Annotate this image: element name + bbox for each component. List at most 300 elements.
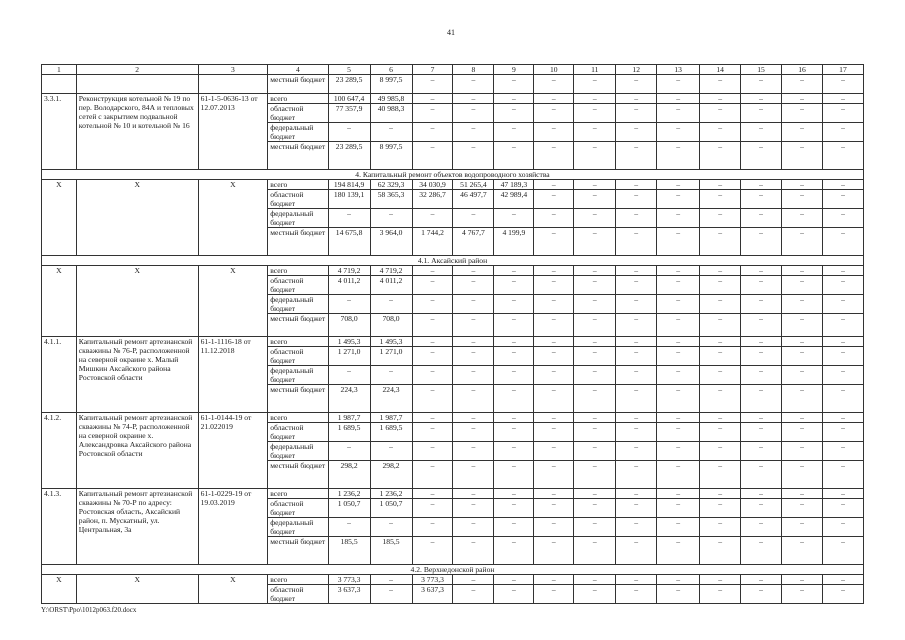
dash-cell: – <box>412 366 453 385</box>
dash-cell: – <box>782 228 823 256</box>
value-cell: 3 773,3 <box>328 575 370 585</box>
dash-cell: – <box>700 190 741 209</box>
value-cell: 708,0 <box>370 314 412 337</box>
dash-cell: – <box>822 423 863 442</box>
empty-cell <box>76 75 198 94</box>
value-cell: 4 767,7 <box>453 228 494 256</box>
value-cell: – <box>370 209 412 228</box>
value-cell: – <box>412 209 453 228</box>
column-header: 1 <box>42 65 77 75</box>
dash-cell: – <box>700 314 741 337</box>
dash-cell: – <box>534 180 574 190</box>
column-header: 14 <box>700 65 741 75</box>
value-cell: 1 689,5 <box>370 423 412 442</box>
dash-cell: – <box>574 209 616 228</box>
dash-cell: – <box>616 209 657 228</box>
dash-cell: – <box>453 499 494 518</box>
dash-cell: – <box>574 190 616 209</box>
dash-cell: – <box>534 585 574 604</box>
dash-cell: – <box>700 123 741 142</box>
value-cell: 100 647,4 <box>328 94 370 104</box>
value-cell: 194 814,9 <box>328 180 370 190</box>
dash-cell: – <box>494 347 534 366</box>
value-cell: – <box>370 585 412 604</box>
dash-cell: – <box>574 104 616 123</box>
dash-cell: – <box>822 123 863 142</box>
dash-cell: – <box>494 94 534 104</box>
value-cell: 3 637,3 <box>412 585 453 604</box>
dash-cell: – <box>822 366 863 385</box>
dash-cell: – <box>700 266 741 276</box>
dash-cell: – <box>453 423 494 442</box>
dash-cell: – <box>822 337 863 347</box>
value-cell: 1 050,7 <box>328 499 370 518</box>
section-row <box>42 256 864 266</box>
dash-cell: – <box>412 489 453 499</box>
dash-cell: – <box>741 104 782 123</box>
dash-cell: – <box>782 266 823 276</box>
dash-cell: – <box>741 537 782 565</box>
value-cell: 3 964,0 <box>370 228 412 256</box>
funding-row <box>42 266 864 276</box>
dash-cell: – <box>616 537 657 565</box>
funding-row <box>42 75 864 94</box>
value-cell: 1 987,7 <box>370 413 412 423</box>
dash-cell: – <box>822 276 863 295</box>
row-number: 4.1.2. <box>42 413 77 489</box>
dash-cell: – <box>782 75 823 94</box>
dash-cell: – <box>616 499 657 518</box>
dash-cell: – <box>700 366 741 385</box>
value-cell: 298,2 <box>328 461 370 489</box>
dash-cell: – <box>412 442 453 461</box>
dash-cell: – <box>657 499 700 518</box>
x-cell: X <box>198 180 268 256</box>
dash-cell: – <box>782 442 823 461</box>
dash-cell: – <box>657 461 700 489</box>
value-cell: 185,5 <box>328 537 370 565</box>
dash-cell: – <box>657 228 700 256</box>
dash-cell: – <box>657 75 700 94</box>
dash-cell: – <box>453 385 494 413</box>
dash-cell: – <box>453 314 494 337</box>
dash-cell: – <box>700 94 741 104</box>
dash-cell: – <box>700 423 741 442</box>
column-header: 5 <box>328 65 370 75</box>
value-cell: 180 139,1 <box>328 190 370 209</box>
dash-cell: – <box>700 104 741 123</box>
dash-cell: – <box>494 75 534 94</box>
header-row <box>42 65 864 75</box>
value-cell: – <box>494 209 534 228</box>
dash-cell: – <box>657 209 700 228</box>
dash-cell: – <box>453 266 494 276</box>
section-title: 4.2. Верхнедонской район <box>42 565 864 575</box>
dash-cell: – <box>657 94 700 104</box>
dash-cell: – <box>534 142 574 170</box>
dash-cell: – <box>741 180 782 190</box>
section-title: 4.1. Аксайский район <box>42 256 864 266</box>
value-cell: 4 011,2 <box>328 276 370 295</box>
dash-cell: – <box>494 337 534 347</box>
dash-cell: – <box>412 385 453 413</box>
dash-cell: – <box>782 142 823 170</box>
value-cell: 42 989,4 <box>494 190 534 209</box>
dash-cell: – <box>822 499 863 518</box>
value-cell: 3 637,3 <box>328 585 370 604</box>
dash-cell: – <box>453 104 494 123</box>
dash-cell: – <box>782 94 823 104</box>
dash-cell: – <box>412 104 453 123</box>
funding-source-cell: местный бюджет <box>268 537 328 565</box>
dash-cell: – <box>616 347 657 366</box>
dash-cell: – <box>453 442 494 461</box>
dash-cell: – <box>574 295 616 314</box>
x-cell: X <box>198 575 268 604</box>
dash-cell: – <box>741 499 782 518</box>
dash-cell: – <box>616 575 657 585</box>
value-cell: – <box>328 209 370 228</box>
column-header: 11 <box>574 65 616 75</box>
dash-cell: – <box>494 423 534 442</box>
dash-cell: – <box>782 385 823 413</box>
dash-cell: – <box>453 413 494 423</box>
funding-source-cell: местный бюджет <box>268 461 328 489</box>
dash-cell: – <box>741 228 782 256</box>
dash-cell: – <box>574 366 616 385</box>
dash-cell: – <box>574 537 616 565</box>
section-row <box>42 565 864 575</box>
dash-cell: – <box>657 142 700 170</box>
dash-cell: – <box>453 347 494 366</box>
value-cell: 8 997,5 <box>370 142 412 170</box>
dash-cell: – <box>574 413 616 423</box>
dash-cell: – <box>574 385 616 413</box>
dash-cell: – <box>412 347 453 366</box>
dash-cell: – <box>574 266 616 276</box>
dash-cell: – <box>741 190 782 209</box>
dash-cell: – <box>534 489 574 499</box>
dash-cell: – <box>700 413 741 423</box>
dash-cell: – <box>453 337 494 347</box>
dash-cell: – <box>616 94 657 104</box>
column-header: 13 <box>657 65 700 75</box>
value-cell: – <box>453 209 494 228</box>
permit-code: 61-1-1116-18 от 11.12.2018 <box>198 337 268 413</box>
dash-cell: – <box>741 489 782 499</box>
dash-cell: – <box>534 537 574 565</box>
funding-source-cell: местный бюджет <box>268 75 328 94</box>
dash-cell: – <box>574 461 616 489</box>
dash-cell: – <box>657 276 700 295</box>
dash-cell: – <box>534 413 574 423</box>
dash-cell: – <box>822 442 863 461</box>
dash-cell: – <box>534 314 574 337</box>
dash-cell: – <box>574 499 616 518</box>
dash-cell: – <box>534 209 574 228</box>
permit-code: 61-1-5-0636-13 от 12.07.2013 <box>198 94 268 170</box>
dash-cell: – <box>412 123 453 142</box>
dash-cell: – <box>534 266 574 276</box>
dash-cell: – <box>574 575 616 585</box>
dash-cell: – <box>741 461 782 489</box>
x-cell: X <box>76 575 198 604</box>
dash-cell: – <box>822 266 863 276</box>
dash-cell: – <box>534 423 574 442</box>
dash-cell: – <box>782 499 823 518</box>
column-header: 10 <box>534 65 574 75</box>
dash-cell: – <box>741 295 782 314</box>
dash-cell: – <box>782 366 823 385</box>
dash-cell: – <box>782 489 823 499</box>
dash-cell: – <box>822 314 863 337</box>
column-header: 7 <box>412 65 453 75</box>
dash-cell: – <box>574 489 616 499</box>
dash-cell: – <box>657 575 700 585</box>
funding-source-cell: областной бюджет <box>268 585 328 604</box>
dash-cell: – <box>494 366 534 385</box>
dash-cell: – <box>700 180 741 190</box>
dash-cell: – <box>494 385 534 413</box>
dash-cell: – <box>700 228 741 256</box>
dash-cell: – <box>822 585 863 604</box>
value-cell: 1 236,2 <box>370 489 412 499</box>
dash-cell: – <box>657 537 700 565</box>
investment-table <box>41 64 864 604</box>
value-cell: – <box>370 575 412 585</box>
dash-cell: – <box>494 123 534 142</box>
funding-source-cell: федеральный бюджет <box>268 518 328 537</box>
empty-cell <box>198 75 268 94</box>
funding-row <box>42 413 864 423</box>
dash-cell: – <box>534 295 574 314</box>
funding-source-cell: местный бюджет <box>268 314 328 337</box>
dash-cell: – <box>534 366 574 385</box>
row-number: 3.3.1. <box>42 94 77 170</box>
value-cell: 185,5 <box>370 537 412 565</box>
dash-cell: – <box>822 347 863 366</box>
dash-cell: – <box>616 461 657 489</box>
funding-source-cell: федеральный бюджет <box>268 442 328 461</box>
dash-cell: – <box>574 423 616 442</box>
dash-cell: – <box>494 537 534 565</box>
dash-cell: – <box>453 461 494 489</box>
dash-cell: – <box>657 423 700 442</box>
funding-source-cell: областной бюджет <box>268 190 328 209</box>
dash-cell: – <box>616 337 657 347</box>
value-cell: – <box>328 518 370 537</box>
dash-cell: – <box>741 347 782 366</box>
dash-cell: – <box>412 266 453 276</box>
dash-cell: – <box>822 489 863 499</box>
dash-cell: – <box>534 104 574 123</box>
x-cell: X <box>76 180 198 256</box>
value-cell: 4 011,2 <box>370 276 412 295</box>
dash-cell: – <box>700 142 741 170</box>
dash-cell: – <box>534 190 574 209</box>
dash-cell: – <box>616 75 657 94</box>
dash-cell: – <box>782 104 823 123</box>
dash-cell: – <box>494 575 534 585</box>
dash-cell: – <box>782 276 823 295</box>
dash-cell: – <box>657 314 700 337</box>
dash-cell: – <box>700 347 741 366</box>
dash-cell: – <box>657 266 700 276</box>
dash-cell: – <box>657 442 700 461</box>
value-cell: 40 988,3 <box>370 104 412 123</box>
dash-cell: – <box>700 385 741 413</box>
value-cell: 708,0 <box>328 314 370 337</box>
dash-cell: – <box>534 575 574 585</box>
column-header: 4 <box>268 65 328 75</box>
funding-source-cell: всего <box>268 413 328 423</box>
dash-cell: – <box>412 413 453 423</box>
dash-cell: – <box>412 75 453 94</box>
dash-cell: – <box>741 123 782 142</box>
dash-cell: – <box>822 104 863 123</box>
dash-cell: – <box>822 385 863 413</box>
funding-source-cell: федеральный бюджет <box>268 366 328 385</box>
funding-source-cell: местный бюджет <box>268 142 328 170</box>
value-cell: 1 495,3 <box>328 337 370 347</box>
dash-cell: – <box>453 575 494 585</box>
x-cell: X <box>42 266 77 337</box>
dash-cell: – <box>782 180 823 190</box>
dash-cell: – <box>700 276 741 295</box>
value-cell: – <box>328 123 370 142</box>
funding-source-cell: федеральный бюджет <box>268 295 328 314</box>
dash-cell: – <box>616 366 657 385</box>
dash-cell: – <box>494 461 534 489</box>
dash-cell: – <box>534 518 574 537</box>
value-cell: 1 987,7 <box>328 413 370 423</box>
value-cell: – <box>328 295 370 314</box>
dash-cell: – <box>453 489 494 499</box>
x-cell: X <box>42 180 77 256</box>
dash-cell: – <box>453 94 494 104</box>
value-cell: 47 189,3 <box>494 180 534 190</box>
funding-source-cell: всего <box>268 337 328 347</box>
dash-cell: – <box>782 209 823 228</box>
dash-cell: – <box>494 314 534 337</box>
dash-cell: – <box>657 413 700 423</box>
dash-cell: – <box>657 347 700 366</box>
funding-source-cell: местный бюджет <box>268 228 328 256</box>
value-cell: 1 744,2 <box>412 228 453 256</box>
value-cell: 3 773,3 <box>412 575 453 585</box>
dash-cell: – <box>534 442 574 461</box>
funding-source-cell: всего <box>268 266 328 276</box>
funding-source-cell: областной бюджет <box>268 276 328 295</box>
column-header: 15 <box>741 65 782 75</box>
dash-cell: – <box>616 266 657 276</box>
column-header: 3 <box>198 65 268 75</box>
dash-cell: – <box>534 499 574 518</box>
project-name: Капитальный ремонт артезианской скважины № 76-Р, расположенной на северной окраине х. Малый Мишкин Аксайского района Ростовской области <box>76 337 198 413</box>
value-cell: 23 289,5 <box>328 142 370 170</box>
value-cell: 49 985,8 <box>370 94 412 104</box>
dash-cell: – <box>782 537 823 565</box>
dash-cell: – <box>741 142 782 170</box>
value-cell: 1 689,5 <box>328 423 370 442</box>
permit-code: 61-1-0144-19 от 21.022019 <box>198 413 268 489</box>
dash-cell: – <box>782 337 823 347</box>
funding-source-cell: федеральный бюджет <box>268 123 328 142</box>
dash-cell: – <box>657 489 700 499</box>
dash-cell: – <box>494 413 534 423</box>
dash-cell: – <box>453 75 494 94</box>
value-cell: 58 365,3 <box>370 190 412 209</box>
dash-cell: – <box>700 537 741 565</box>
dash-cell: – <box>822 295 863 314</box>
dash-cell: – <box>741 518 782 537</box>
x-cell: X <box>42 575 77 604</box>
dash-cell: – <box>741 385 782 413</box>
dash-cell: – <box>657 104 700 123</box>
funding-row <box>42 489 864 499</box>
dash-cell: – <box>534 276 574 295</box>
dash-cell: – <box>700 489 741 499</box>
value-cell: – <box>370 123 412 142</box>
dash-cell: – <box>741 413 782 423</box>
value-cell: 51 265,4 <box>453 180 494 190</box>
dash-cell: – <box>741 209 782 228</box>
file-path-footer: Y:\ORST\Ppo\1012p063.f20.docx <box>41 606 137 614</box>
dash-cell: – <box>616 314 657 337</box>
dash-cell: – <box>453 537 494 565</box>
dash-cell: – <box>782 518 823 537</box>
dash-cell: – <box>782 190 823 209</box>
dash-cell: – <box>574 75 616 94</box>
dash-cell: – <box>700 209 741 228</box>
x-cell: X <box>198 266 268 337</box>
value-cell: 62 329,3 <box>370 180 412 190</box>
project-name: Реконструкция котельной № 19 по пер. Володарского, 84А и тепловых сетей с закрытием подвальной котельной № 10 и котельной № 16 <box>76 94 198 170</box>
dash-cell: – <box>822 209 863 228</box>
dash-cell: – <box>412 276 453 295</box>
value-cell: 32 286,7 <box>412 190 453 209</box>
value-cell: 4 199,9 <box>494 228 534 256</box>
dash-cell: – <box>822 575 863 585</box>
dash-cell: – <box>453 518 494 537</box>
dash-cell: – <box>616 518 657 537</box>
value-cell: 46 497,7 <box>453 190 494 209</box>
dash-cell: – <box>616 585 657 604</box>
dash-cell: – <box>574 276 616 295</box>
dash-cell: – <box>534 385 574 413</box>
dash-cell: – <box>616 180 657 190</box>
dash-cell: – <box>782 413 823 423</box>
dash-cell: – <box>822 94 863 104</box>
dash-cell: – <box>616 142 657 170</box>
value-cell: 1 236,2 <box>328 489 370 499</box>
dash-cell: – <box>657 337 700 347</box>
row-number: 4.1.3. <box>42 489 77 565</box>
dash-cell: – <box>822 413 863 423</box>
dash-cell: – <box>616 413 657 423</box>
dash-cell: – <box>574 585 616 604</box>
dash-cell: – <box>822 75 863 94</box>
dash-cell: – <box>700 337 741 347</box>
value-cell: 8 997,5 <box>370 75 412 94</box>
funding-source-cell: федеральный бюджет <box>268 209 328 228</box>
dash-cell: – <box>412 423 453 442</box>
dash-cell: – <box>494 142 534 170</box>
dash-cell: – <box>657 585 700 604</box>
dash-cell: – <box>782 123 823 142</box>
dash-cell: – <box>574 347 616 366</box>
value-cell: 23 289,5 <box>328 75 370 94</box>
